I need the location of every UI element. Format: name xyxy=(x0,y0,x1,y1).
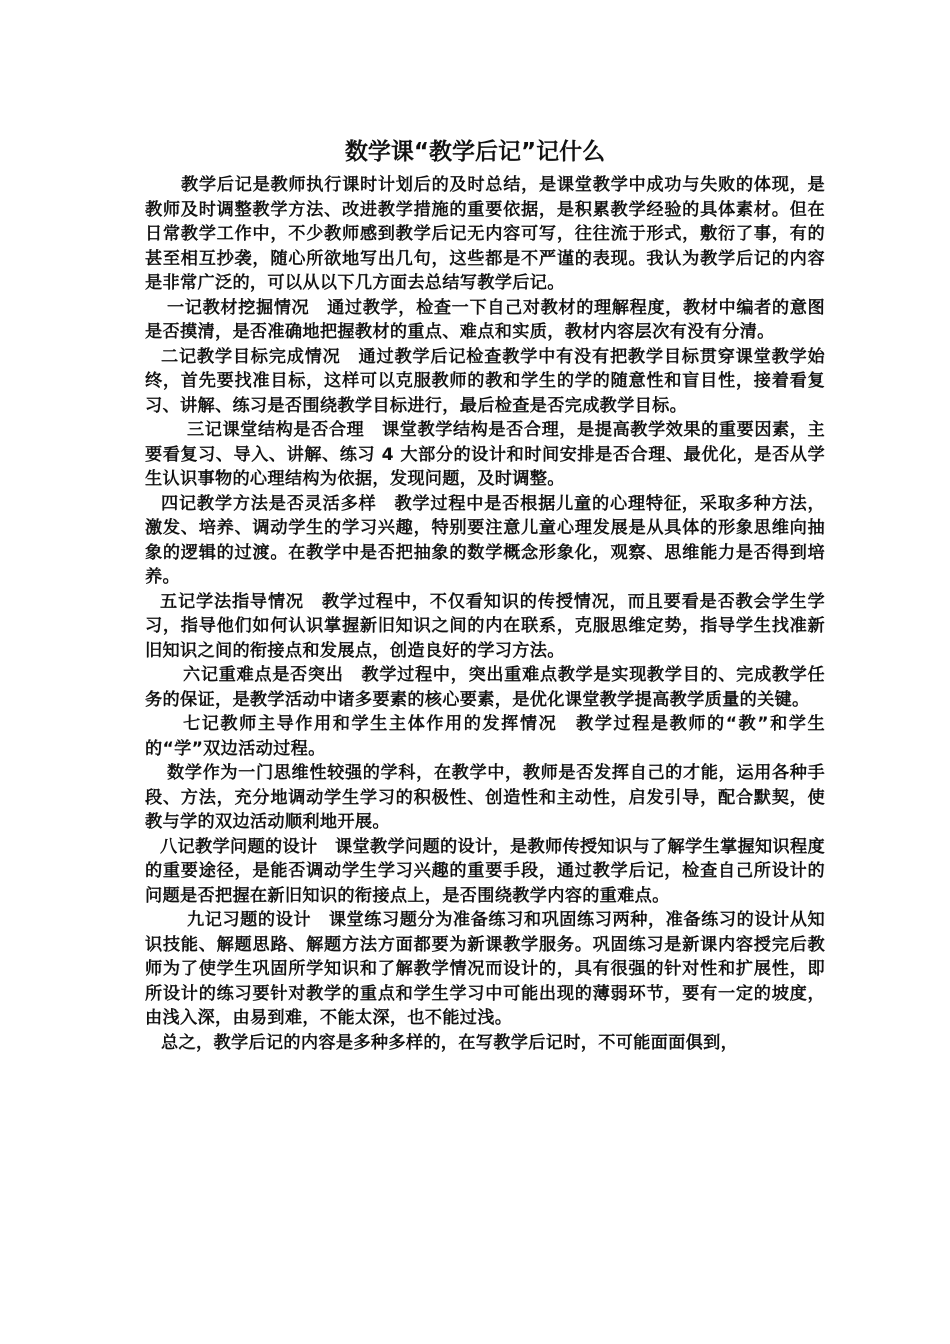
paragraph-section-7-continued: 数学作为一门思维性较强的学科，在教学中，教师是否发挥自己的才能，运用各种手段、方法，充分地调动学生学习的积极性、创造性和主动性，启发引导，配合默契，使教与学的双边活动顺利地开展。 xyxy=(145,763,825,832)
document-body xyxy=(145,173,825,1055)
paragraph-section-6: 六记重难点是否突出 教学过程中，突出重难点教学是实现教学目的、完成教学任务的保证，是教学活动中诸多要素的核心要素，是优化课堂教学提高教学质量的关键。 xyxy=(145,665,825,710)
document-title: 数学课“教学后记”记什么 xyxy=(344,139,606,165)
paragraph-section-7: 七记教师主导作用和学生主体作用的发挥情况 教学过程是教师的“教”和学生的“学”双边活动过程。 xyxy=(145,714,825,759)
paragraph-conclusion: 总之，教学后记的内容是多种多样的，在写教学后记时，不可能面面俱到， xyxy=(161,1032,739,1053)
paragraph-intro: 教学后记是教师执行课时计划后的及时总结，是课堂教学中成功与失败的体现，是教师及时调整教学方法、改进教学措施的重要依据，是积累教学经验的具体素材。但在日常教学工作中，不少教师感到教学后记无内容可写，往往流于形式，敷衍了事，有的甚至相互抄袭，随心所欲地写出几句，这些都是不严谨的表现。我认为教学后记的内容是非常广泛的，可以从以下几方面去总结写教学后记。 xyxy=(145,175,825,293)
paragraph-section-5: 五记学法指导情况 教学过程中，不仅看知识的传授情况，而且要看是否教会学生学习，指导他们如何认识掌握新旧知识之间的内在联系，克服思维定势，指导学生找准新旧知识之间的衔接点和发展点，创造良好的学习方法。 xyxy=(145,591,825,661)
paragraph-section-9: 九记习题的设计 课堂练习题分为准备练习和巩固练习两种，准备练习的设计从知识技能、解题思路、解题方法方面都要为新课教学服务。巩固练习是新课内容授完后教师为了使学生巩固所学知识和了解教学情况而设计的，具有很强的针对性和扩展性，即所设计的练习要针对教学的重点和学生学习中可能出现的薄弱环节，要有一定的坡度，由浅入深，由易到难，不能太深，也不能过浅。 xyxy=(145,910,825,1028)
paragraph-section-8: 八记教学问题的设计 课堂教学问题的设计，是教师传授知识与了解学生掌握知识程度的重要途径，是能否调动学生学习兴趣的重要手段，通过教学后记，检查自己所设计的问题是否把握在新旧知识的衔接点上，是否围绕教学内容的重难点。 xyxy=(145,836,825,906)
paragraph-section-3: 三记课堂结构是否合理 课堂教学结构是否合理，是提高教学效果的重要因素，主要看复习、导入、讲解、练习 4 大部分的设计和时间安排是否合理、最优化，是否从学生认识事物的心理结构为依据，发现问题，及时调整。 xyxy=(145,420,825,489)
paragraph-section-4: 四记教学方法是否灵活多样 教学过程中是否根据儿童的心理特征，采取多种方法，激发、培养、调动学生的学习兴趣，特别要注意儿童心理发展是从具体的形象思维向抽象的逻辑的过渡。在教学中是否把抽象的数学概念形象化，观察、思维能力是否得到培养。 xyxy=(145,493,825,587)
paragraph-section-1: 一记教材挖掘情况 通过教学，检查一下自己对教材的理解程度，教材中编者的意图是否摸清，是否准确地把握教材的重点、难点和实质，教材内容层次有没有分清。 xyxy=(145,297,825,342)
paragraph-section-2: 二记教学目标完成情况 通过教学后记检查教学中有没有把教学目标贯穿课堂教学始终，首先要找准目标，这样可以克服教师的教和学生的学的随意性和盲目性，接着看复习、讲解、练习是否围绕教学目标进行，最后检查是否完成教学目标。 xyxy=(145,346,825,416)
